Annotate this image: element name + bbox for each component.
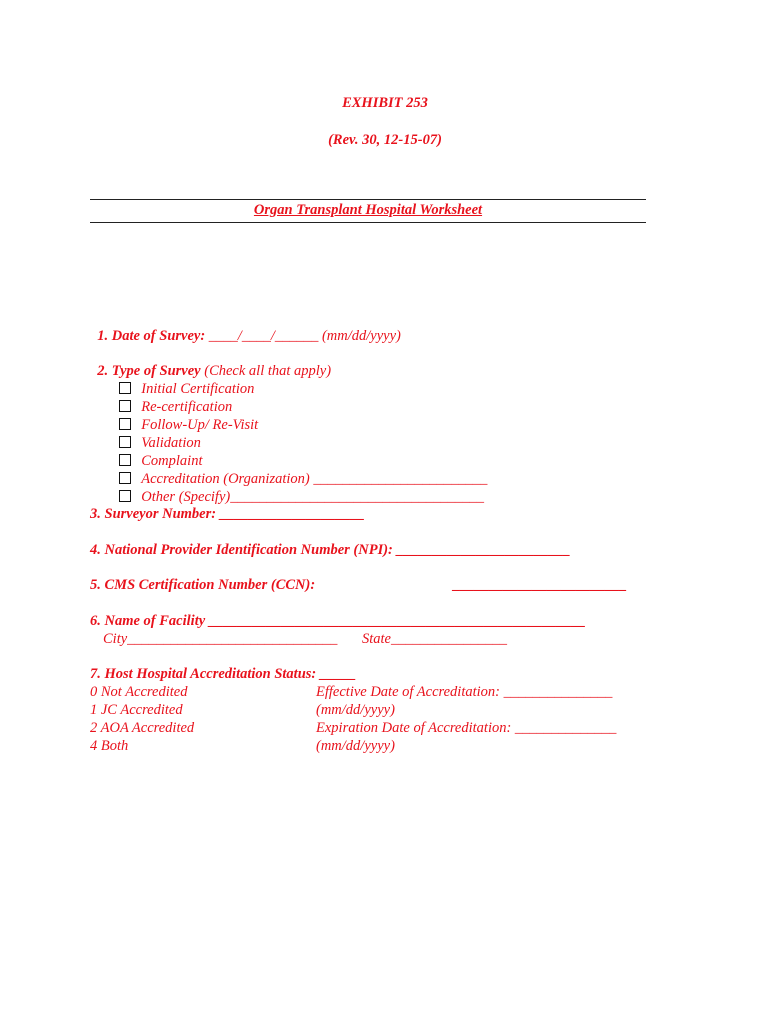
accreditation-option: 2 AOA Accredited [90, 720, 195, 736]
type-of-survey-note: (Check all that apply) [200, 363, 332, 379]
npi-field[interactable]: 4. National Provider Identification Number (NPI): ________________________ [90, 542, 571, 558]
expiration-date-field[interactable]: Expiration Date of Accreditation: ______________ [316, 720, 617, 736]
date-of-survey-field[interactable]: ____/____/______ (mm/dd/yyyy) [205, 328, 401, 344]
date-of-survey-row [90, 309, 401, 345]
checkbox-option-label: Initial Certification [141, 381, 255, 397]
facility-name-field[interactable]: 6. Name of Facility ____________________________________________________ [90, 613, 586, 629]
ccn-field[interactable]: ________________________ [453, 577, 627, 593]
exhibit-number: EXHIBIT 253 [342, 95, 428, 111]
checkbox-option-label: Re-certification [141, 399, 233, 415]
accreditation-option: 4 Both [90, 738, 129, 754]
effective-date-field[interactable]: Effective Date of Accreditation: _______________ [316, 684, 613, 700]
checkbox-option-label: Validation [141, 435, 201, 451]
accreditation-option: 1 JC Accredited [90, 702, 183, 718]
checkbox-option-label: Accreditation (Organization) ________________________ [141, 471, 488, 487]
surveyor-number-field[interactable]: 3. Surveyor Number: ____________________ [90, 506, 365, 522]
effective-date-format: (mm/dd/yyyy) [316, 702, 395, 718]
revision-text: (Rev. 30, 12-15-07) [328, 132, 442, 148]
date-of-survey-label: 1. Date of Survey: [97, 328, 206, 344]
ccn-label: 5. CMS Certification Number (CCN): [90, 577, 316, 593]
state-field[interactable]: State________________ [362, 631, 507, 647]
checkbox-option[interactable] [112, 470, 484, 506]
page-title: Organ Transplant Hospital Worksheet [253, 202, 483, 218]
title-top-rule [90, 199, 646, 200]
accreditation-status-field[interactable]: 7. Host Hospital Accreditation Status: _____ [90, 666, 357, 682]
type-of-survey-label: 2. Type of Survey [97, 363, 201, 379]
checkbox-option-label: Other (Specify)___________________________________ [141, 489, 484, 505]
accreditation-option: 0 Not Accredited [90, 684, 188, 700]
city-field[interactable]: City_____________________________ [103, 631, 338, 647]
title-bottom-rule [90, 222, 646, 223]
expiration-date-format: (mm/dd/yyyy) [316, 738, 395, 754]
checkbox-option-label: Complaint [141, 453, 203, 469]
checkbox-option-label: Follow-Up/ Re-Visit [141, 417, 259, 433]
checkbox-icon[interactable] [119, 490, 131, 502]
